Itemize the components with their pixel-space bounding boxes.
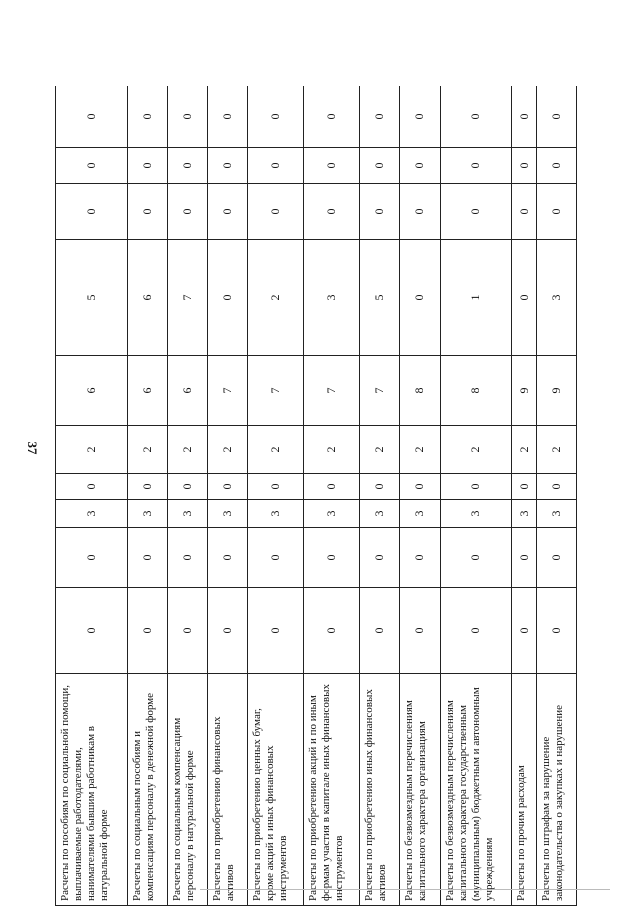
code-cell: 0: [208, 184, 248, 240]
code-cell: 0: [248, 184, 304, 240]
code-cell: 1: [440, 240, 512, 356]
code-cell: 3: [360, 500, 400, 528]
code-cell: 3: [536, 500, 576, 528]
code-cell: 7: [360, 356, 400, 426]
code-cell: 0: [167, 148, 207, 184]
table-row: [400, 86, 440, 906]
rotated-table: [55, 86, 577, 906]
code-cell: 8: [440, 356, 512, 426]
code-cell: 0: [56, 474, 128, 500]
code-cell: 2: [167, 426, 207, 474]
code-cell: 0: [248, 86, 304, 148]
row-label: Расчеты по социальным компенсациям персоналу в натуральной форме: [167, 674, 207, 906]
code-cell: 6: [127, 356, 167, 426]
code-cell: 0: [536, 148, 576, 184]
code-cell: 2: [127, 426, 167, 474]
code-cell: 0: [360, 474, 400, 500]
code-cell: 0: [512, 184, 536, 240]
code-cell: 3: [512, 500, 536, 528]
code-cell: 0: [512, 148, 536, 184]
code-cell: 0: [536, 184, 576, 240]
code-cell: 2: [400, 426, 440, 474]
table-row: [512, 86, 536, 906]
code-cell: 3: [56, 500, 128, 528]
code-cell: 0: [400, 588, 440, 674]
code-cell: 6: [167, 356, 207, 426]
code-cell: 0: [248, 588, 304, 674]
table-container: [55, 86, 577, 906]
code-cell: 0: [56, 528, 128, 588]
code-cell: 3: [127, 500, 167, 528]
code-cell: 0: [208, 474, 248, 500]
code-cell: 0: [56, 86, 128, 148]
row-label: Расчеты по социальным пособиям и компенсациям персоналу в денежной форме: [127, 674, 167, 906]
code-cell: 0: [127, 528, 167, 588]
code-cell: 2: [304, 426, 360, 474]
row-label: Расчеты по приобретению финансовых активов: [208, 674, 248, 906]
row-label: Расчеты по пособиям по социальной помощи, выплачиваемые работодателями, нанимателями бывшим работникам в натуральной форме: [56, 674, 128, 906]
code-cell: 0: [208, 148, 248, 184]
code-cell: 0: [400, 148, 440, 184]
code-cell: 0: [127, 588, 167, 674]
code-cell: 3: [536, 240, 576, 356]
code-cell: 0: [208, 86, 248, 148]
table-row: [360, 86, 400, 906]
code-cell: 0: [440, 184, 512, 240]
code-cell: 0: [127, 184, 167, 240]
code-cell: 9: [512, 356, 536, 426]
table-row: [127, 86, 167, 906]
code-cell: 0: [304, 148, 360, 184]
code-cell: 0: [512, 474, 536, 500]
code-cell: 0: [248, 148, 304, 184]
code-cell: 0: [304, 588, 360, 674]
code-cell: 0: [167, 86, 207, 148]
code-cell: 3: [304, 500, 360, 528]
code-cell: 0: [360, 588, 400, 674]
code-cell: 0: [56, 184, 128, 240]
code-cell: 0: [56, 148, 128, 184]
code-cell: 0: [440, 474, 512, 500]
code-cell: 0: [536, 474, 576, 500]
code-cell: 0: [440, 148, 512, 184]
table-row: [536, 86, 576, 906]
code-cell: 0: [400, 86, 440, 148]
code-cell: 3: [304, 240, 360, 356]
code-cell: 6: [56, 356, 128, 426]
code-cell: 7: [304, 356, 360, 426]
code-cell: 3: [440, 500, 512, 528]
code-cell: 2: [512, 426, 536, 474]
code-cell: 3: [400, 500, 440, 528]
code-cell: 7: [248, 356, 304, 426]
code-cell: 6: [127, 240, 167, 356]
row-label: Расчеты по прочим расходам: [512, 674, 536, 906]
code-cell: 0: [304, 86, 360, 148]
code-cell: 7: [167, 240, 207, 356]
code-cell: 0: [536, 528, 576, 588]
code-cell: 0: [360, 184, 400, 240]
code-cell: 2: [440, 426, 512, 474]
code-cell: 0: [400, 528, 440, 588]
code-cell: 0: [167, 588, 207, 674]
table-row: [248, 86, 304, 906]
code-cell: 0: [167, 474, 207, 500]
code-cell: 0: [127, 86, 167, 148]
code-cell: 0: [440, 86, 512, 148]
code-cell: 2: [248, 426, 304, 474]
code-cell: 7: [208, 356, 248, 426]
code-cell: 5: [56, 240, 128, 356]
code-cell: 0: [127, 148, 167, 184]
code-cell: 0: [512, 528, 536, 588]
code-cell: 0: [167, 528, 207, 588]
code-cell: 0: [304, 184, 360, 240]
code-cell: 0: [536, 86, 576, 148]
row-label: Расчеты по приобретению иных финансовых активов: [360, 674, 400, 906]
code-cell: 2: [56, 426, 128, 474]
code-cell: 3: [167, 500, 207, 528]
row-label: Расчеты по приобретению ценных бумаг, кроме акций и иных финансовых инструментов: [248, 674, 304, 906]
code-cell: 0: [208, 528, 248, 588]
code-cell: 2: [208, 426, 248, 474]
table-row: [56, 86, 128, 906]
row-label: Расчеты по приобретению акций и по иным формам участия в капитале иных финансовых инструментов: [304, 674, 360, 906]
code-cell: 9: [536, 356, 576, 426]
code-cell: 0: [360, 148, 400, 184]
code-cell: 0: [400, 240, 440, 356]
code-cell: 0: [536, 588, 576, 674]
code-cell: 0: [304, 474, 360, 500]
table-row: [440, 86, 512, 906]
page-number: 37: [25, 441, 40, 455]
code-cell: 0: [440, 528, 512, 588]
code-cell: 3: [208, 500, 248, 528]
code-cell: 0: [248, 528, 304, 588]
bottom-rule: [200, 889, 610, 890]
code-cell: 0: [56, 588, 128, 674]
code-cell: 0: [512, 240, 536, 356]
code-cell: 0: [248, 474, 304, 500]
code-cell: 0: [440, 588, 512, 674]
code-cell: 0: [360, 86, 400, 148]
code-cell: 0: [512, 588, 536, 674]
code-cell: 2: [536, 426, 576, 474]
code-cell: 2: [248, 240, 304, 356]
row-label: Расчеты по безвозмездным перечислениям капитального характера организациям: [400, 674, 440, 906]
code-cell: 0: [304, 528, 360, 588]
code-cell: 0: [208, 240, 248, 356]
table-row: [167, 86, 207, 906]
row-label: Расчеты по безвозмездным перечислениям капитального характера государственным (муниципальным) бюджетным и автономным учреждениям: [440, 674, 512, 906]
code-cell: 0: [208, 588, 248, 674]
code-cell: 0: [400, 474, 440, 500]
code-cell: 3: [248, 500, 304, 528]
row-label: Расчеты по штрафам за нарушение законодательства о закупках и нарушение: [536, 674, 576, 906]
code-cell: 0: [127, 474, 167, 500]
table-row: [304, 86, 360, 906]
code-cell: 0: [512, 86, 536, 148]
code-cell: 0: [400, 184, 440, 240]
code-cell: 0: [167, 184, 207, 240]
accounts-table: [55, 86, 577, 906]
table-row: [208, 86, 248, 906]
code-cell: 5: [360, 240, 400, 356]
code-cell: 2: [360, 426, 400, 474]
code-cell: 8: [400, 356, 440, 426]
code-cell: 0: [360, 528, 400, 588]
